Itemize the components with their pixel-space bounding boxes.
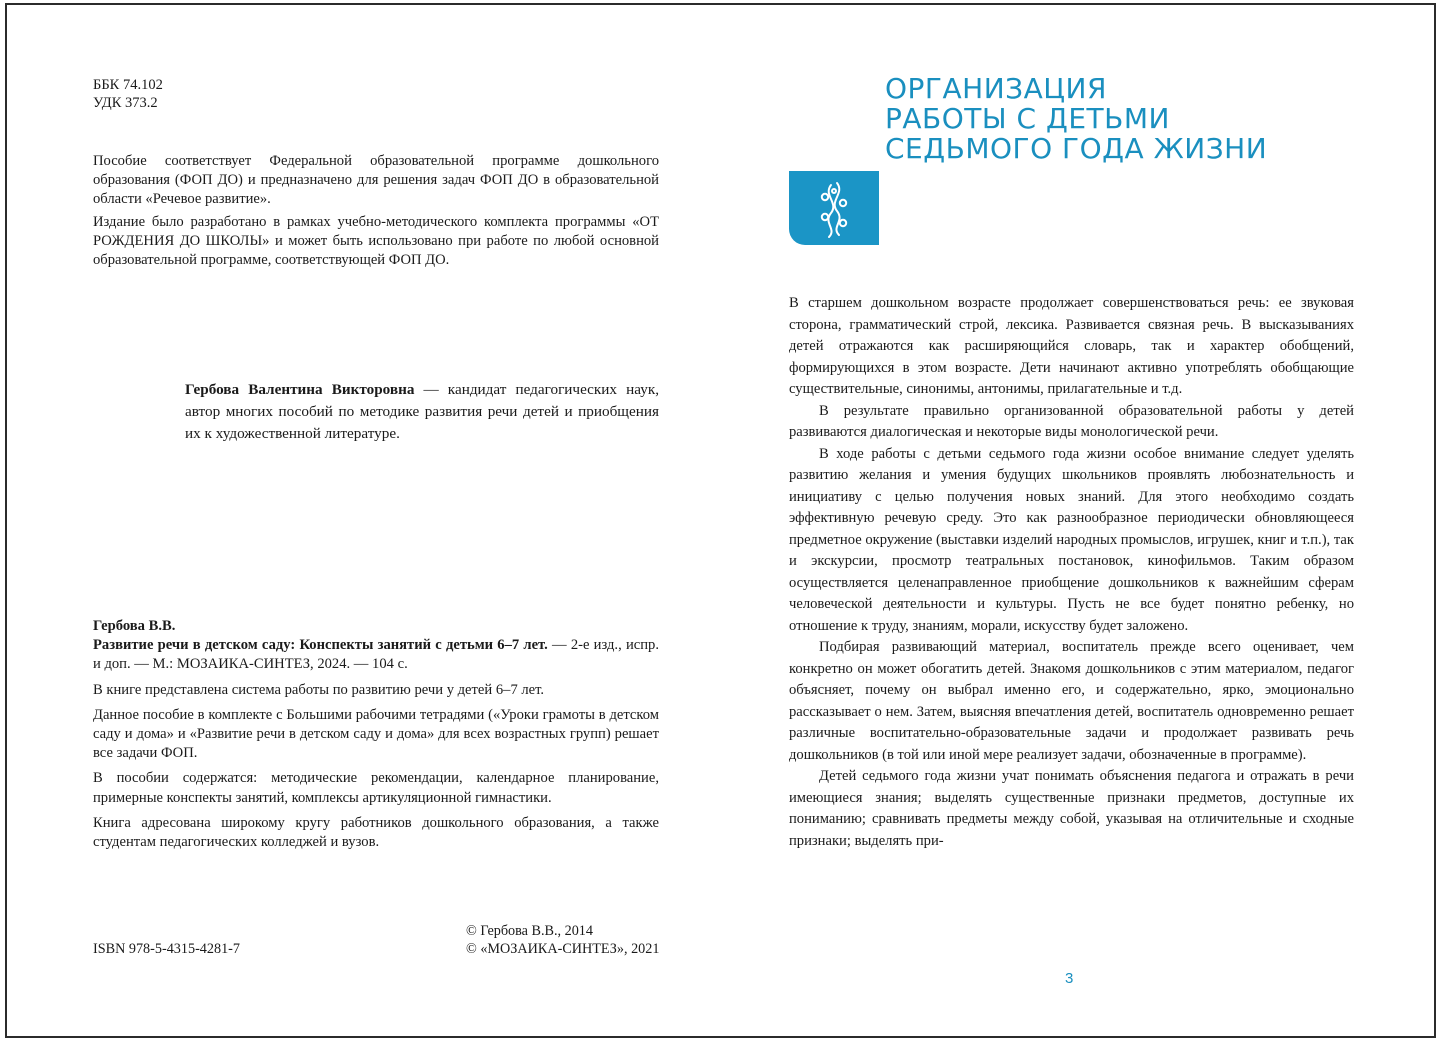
bbk-code: ББК 74.102	[93, 77, 163, 93]
intro-paragraph: Пособие соответствует Федеральной образовательной программе дошкольного образования (ФОП ДО) и предназначено для решения задач ФОП ДО в образовательной области «Речевое развитие».	[93, 153, 659, 208]
page-number: 3	[1065, 970, 1074, 987]
author-note	[185, 379, 659, 445]
classification-codes	[93, 76, 163, 112]
biblio-paragraph: В пособии содержатся: методические рекомендации, календарное планирование, примерные конспекты занятий, комплексы артикуляционной гимнастики.	[93, 770, 659, 806]
copyright-line: © Гербова В.В., 2014	[466, 923, 593, 939]
copyright-line: © «МОЗАИКА-СИНТЕЗ», 2021	[466, 941, 660, 957]
heading-line: СЕДЬМОГО ГОДА ЖИЗНИ	[885, 132, 1268, 165]
chapter-body	[789, 293, 1354, 852]
intro-block	[93, 152, 659, 273]
biblio-edition: — 2-е изд., испр. и доп. — М.: МОЗАИКА-СИНТЕЗ, 2024. — 104 с.	[93, 637, 659, 673]
body-paragraph: Подбирая развивающий материал, воспитатель прежде всего оценивает, чем конкретно он может обогатить детей. Знакомя дошкольников с этим материалом, педагог объясняет, почему он выбрал именно его, и содержательно, ярко, эмоционально рассказывает о нем. Затем, выясняя впечатления детей, воспитатель одновременно решает различные воспитательно-образовательные задачи и продолжает развивать речь дошкольников (в той или иной мере реализует задачи, обозначенные в программе).	[789, 639, 1354, 763]
heading-line: РАБОТЫ С ДЕТЬМИ	[885, 102, 1170, 135]
chapter-heading	[885, 74, 1267, 164]
author-name: Гербова Валентина Викторовна	[185, 381, 415, 398]
speech-development-icon	[789, 171, 879, 245]
heading-line: ОРГАНИЗАЦИЯ	[885, 72, 1107, 105]
biblio-title-line	[93, 636, 659, 674]
copyright-block	[466, 922, 659, 958]
right-page	[722, 0, 1445, 1045]
left-page	[0, 0, 722, 1045]
intro-paragraph: Издание было разработано в рамках учебно-методического комплекта программы «ОТ РОЖДЕНИЯ ДО ШКОЛЫ» и может быть использовано при работе по любой основной образовательной программе, соответствующей ФОП ДО.	[93, 213, 659, 269]
author-description: — кандидат педагогических наук, автор многих пособий по методике развития речи детей и приобщения их к художественной литературе.	[185, 381, 659, 442]
biblio-paragraph: В книге представлена система работы по развитию речи у детей 6–7 лет.	[93, 681, 545, 698]
body-paragraph: Детей седьмого года жизни учат понимать объяснения педагога и отражать в речи имеющиеся знания; выделять существенные признаки предметов, доступные их пониманию; сравнивать предметы между собой, указывая на отличительные и сходные признаки; выделять при-	[789, 768, 1354, 849]
body-paragraph: В результате правильно организованной образовательной работы у детей развиваются диалогическая и некоторые виды монологической речи.	[789, 402, 1354, 440]
bibliographic-record	[93, 617, 659, 858]
biblio-title: Развитие речи в детском саду: Конспекты занятий с детьми 6–7 лет.	[93, 637, 548, 654]
body-paragraph: В ходе работы с детьми седьмого года жизни особое внимание следует уделять развитию желания и умения будущих школьников проявлять любознательность и инициативу с целью получения новых знаний. Для этого необходимо создать эффективную речевую среду. Это как разнообразное периодически обновляющееся предметное окружение (выставки изделий народных промыслов, игрушек, книг и т.п.), так и экскурсии, просмотр театральных постановок, кинофильмов. Таким образом осуществляется целенаправленное приобщение дошкольников к важнейшим сферам человеческой деятельности и культуры. Пусть не все будет понятно ребенку, но отношение к труду, знаниям, морали, искусству будет заложено.	[789, 445, 1354, 634]
biblio-author: Гербова В.В.	[93, 618, 176, 634]
biblio-paragraph: Книга адресована широкому кругу работников дошкольного образования, а также студентам педагогических колледжей и вузов.	[93, 814, 659, 851]
body-paragraph: В старшем дошкольном возрасте продолжает совершенствоваться речь: ее звуковая сторона, грамматический строй, лексика. Развивается связная речь. В высказываниях детей отражаются как расширяющийся словарь, так и характер обобщений, формирующихся в этом возрасте. Дети начинают активно употреблять обобщающие существительные, синонимы, антонимы, прилагательные и т.д.	[789, 295, 1354, 397]
section-badge	[789, 171, 879, 245]
isbn: ISBN 978-5-4315-4281-7	[93, 941, 240, 957]
biblio-paragraph: Данное пособие в комплекте с Большими рабочими тетрадями («Уроки грамоты в детском саду и дома» и «Развитие речи в детском саду и дома» для всех возрастных групп) решает все задачи ФОП.	[93, 706, 659, 762]
udk-code: УДК 373.2	[93, 95, 158, 111]
